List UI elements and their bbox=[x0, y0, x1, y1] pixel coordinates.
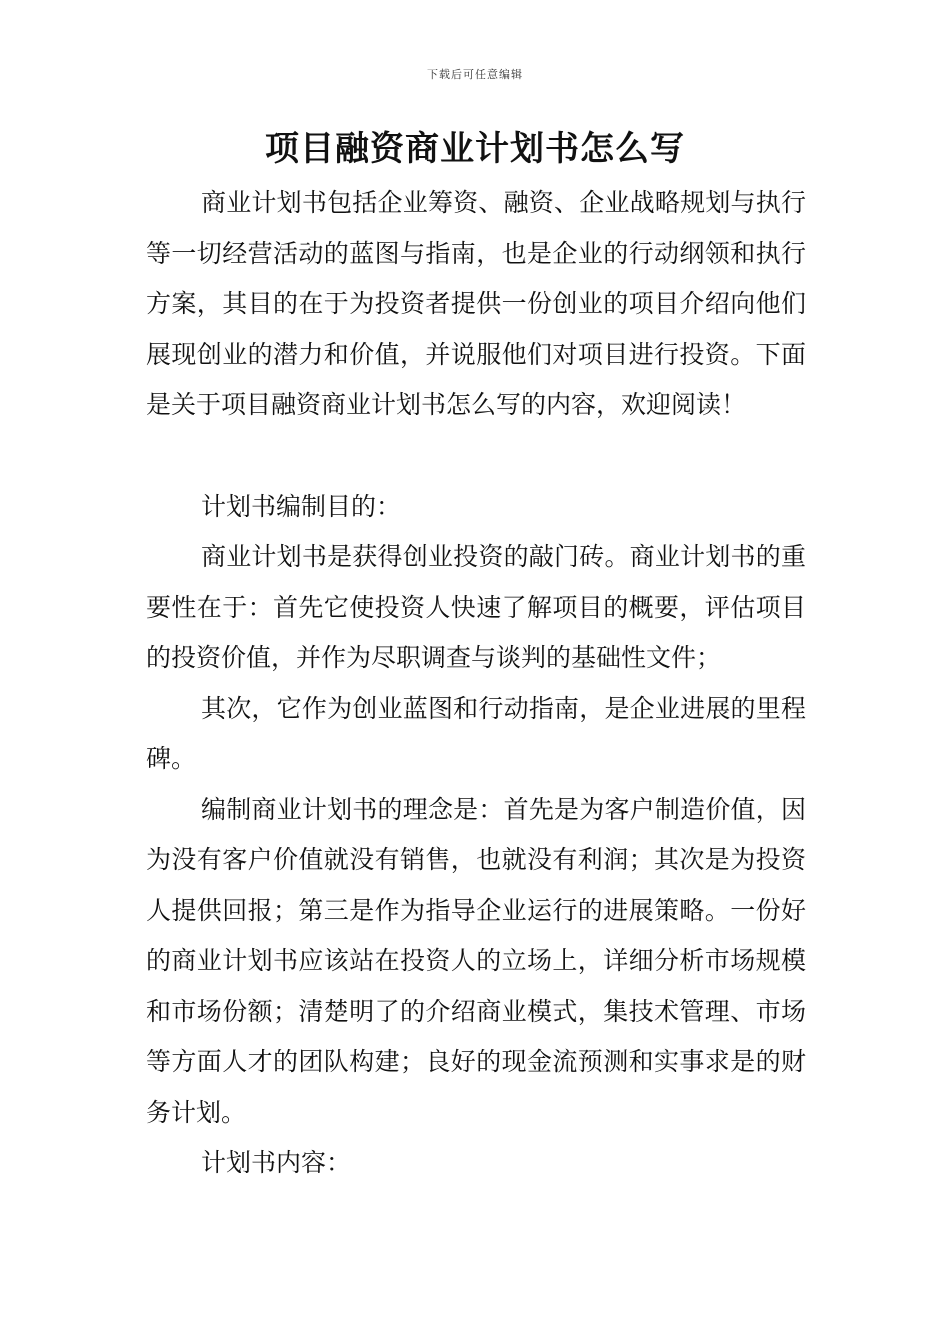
purpose-paragraph: 商业计划书是获得创业投资的敲门砖。商业计划书的重要性在于：首先它使投资人快速了解项目的概要，评估项目的投资价值，并作为尽职调查与谈判的基础性文件； bbox=[146, 542, 806, 672]
page-header-note: 下载后可任意编辑 bbox=[427, 68, 523, 81]
milestone-paragraph: 其次，它作为创业蓝图和行动指南，是企业进展的里程碑。 bbox=[146, 693, 806, 773]
intro-paragraph: 商业计划书包括企业筹资、融资、企业战略规划与执行等一切经营活动的蓝图与指南，也是企业的行动纲领和执行方案，其目的在于为投资者提供一份创业的项目介绍向他们展现创业的潜力和价值，并说服他们对项目进行投资。下面是关于项目融资商业计划书怎么写的内容，欢迎阅读！ bbox=[146, 188, 806, 419]
document-body bbox=[146, 178, 806, 1189]
section-heading-content: 计划书内容： bbox=[201, 1148, 352, 1177]
paragraph-spacer bbox=[146, 431, 806, 482]
document-title: 项目融资商业计划书怎么写 bbox=[265, 129, 685, 169]
concept-paragraph: 编制商业计划书的理念是：首先是为客户制造价值，因为没有客户价值就没有销售，也就没有利润；其次是为投资人提供回报；第三是作为指导企业运行的进展策略。一份好的商业计划书应该站在投资人的立场上，详细分析市场规模和市场份额；清楚明了的介绍商业模式，集技术管理、市场等方面人才的团队构建；良好的现金流预测和实事求是的财务计划。 bbox=[146, 794, 806, 1127]
section-heading-purpose: 计划书编制目的： bbox=[201, 491, 402, 521]
